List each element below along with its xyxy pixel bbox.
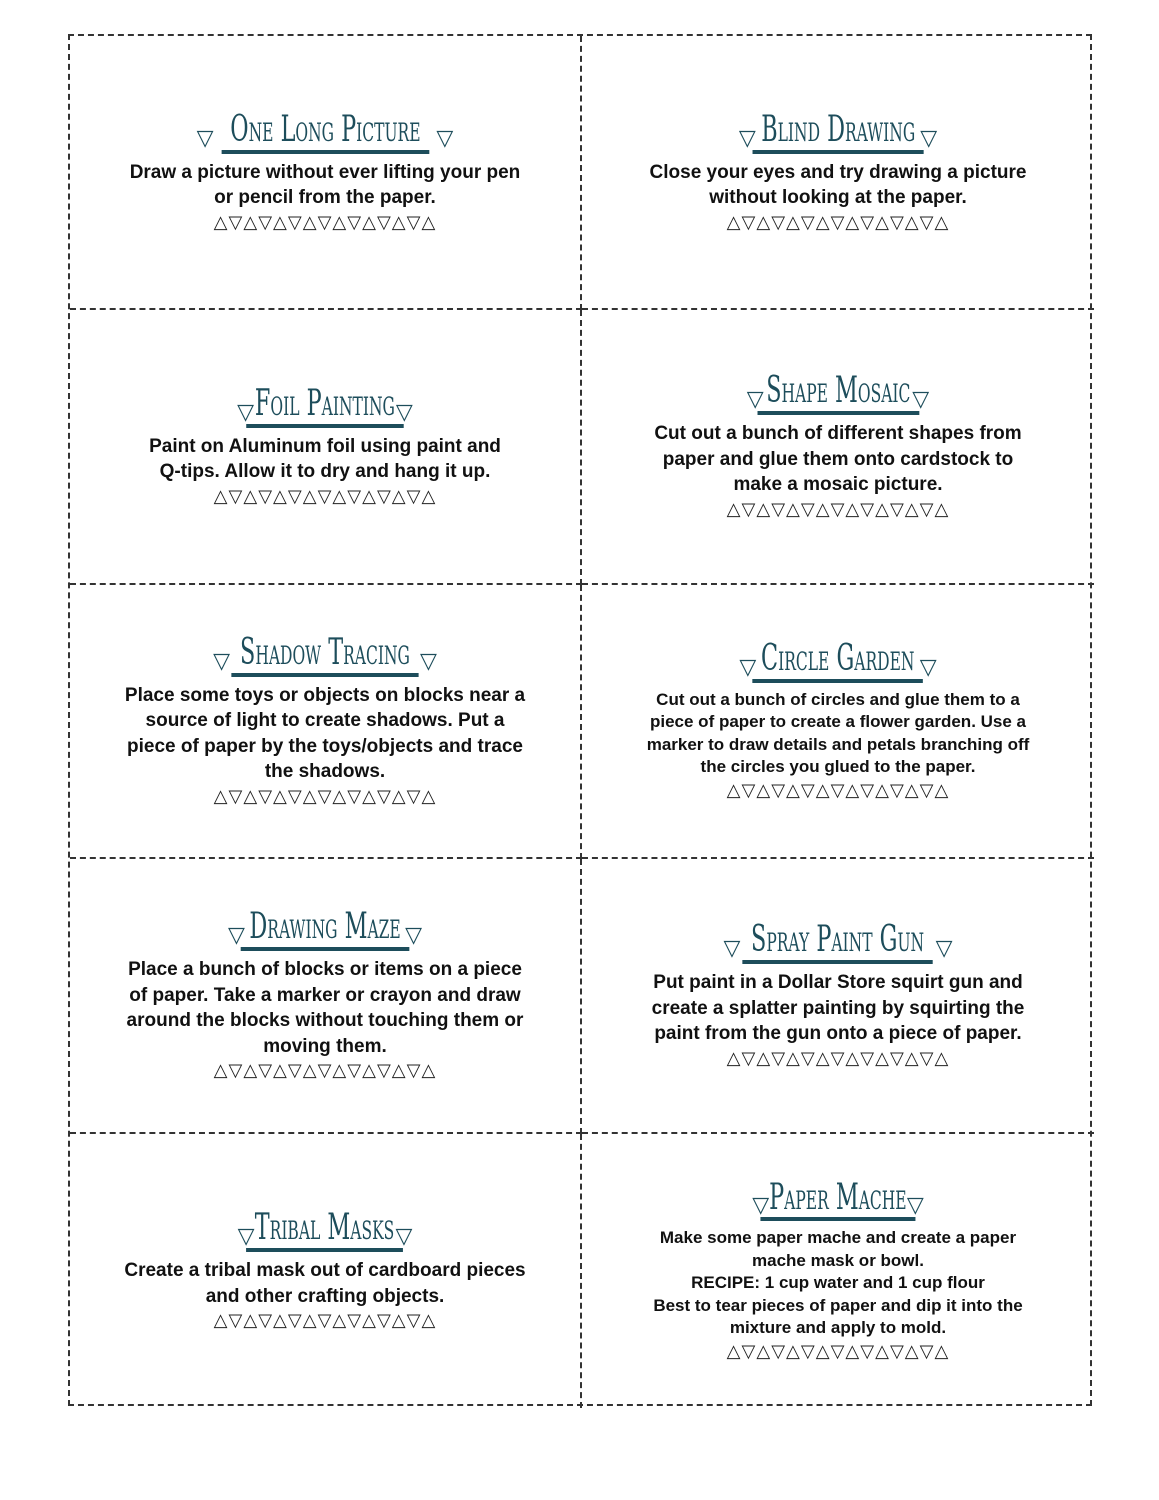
- card-title: Foil Painting: [246, 385, 403, 428]
- description-line: the shadows.: [264, 761, 386, 783]
- card-title-row: [234, 1209, 417, 1252]
- triangle-down-icon: ▽: [723, 936, 741, 962]
- triangle-pattern: △▽△▽△▽△▽△▽△▽△▽△: [726, 498, 950, 520]
- card-title: Spray Paint Gun: [743, 921, 933, 964]
- card-description: [647, 689, 1030, 779]
- description-line: piece of paper to create a flower garden. Use a: [649, 712, 1027, 732]
- triangle-down-icon: ▽: [739, 654, 757, 680]
- description-line: source of light to create shadows. Put a: [145, 710, 505, 732]
- triangle-pattern: △▽△▽△▽△▽△▽△▽△▽△: [213, 1060, 437, 1082]
- description-line: of paper. Take a marker or crayon and draw: [129, 984, 521, 1006]
- description-line: Place some toys or objects on blocks near a: [124, 684, 526, 706]
- card-title: Blind Drawing: [752, 111, 923, 154]
- activity-card-spray-paint-gun: [582, 859, 1094, 1133]
- description-line: RECIPE: 1 cup water and 1 cup flour: [691, 1273, 985, 1293]
- triangle-down-icon: ▽: [395, 1224, 413, 1250]
- description-line: without looking at the paper.: [709, 187, 967, 209]
- card-title-row: [735, 108, 941, 154]
- triangle-down-icon: ▽: [752, 1193, 770, 1219]
- description-line: Cut out a bunch of different shapes from: [654, 423, 1022, 445]
- card-description: [130, 160, 521, 211]
- triangle-pattern: △▽△▽△▽△▽△▽△▽△▽△: [213, 1310, 437, 1332]
- card-description: [149, 434, 501, 485]
- triangle-down-icon: ▽: [920, 125, 938, 151]
- card-description: [125, 683, 525, 785]
- card-title-row: [193, 108, 458, 154]
- triangle-pattern: △▽△▽△▽△▽△▽△▽△▽△: [726, 1340, 950, 1362]
- description-line: Make some paper mache and create a paper: [659, 1228, 1017, 1248]
- activity-card-drawing-maze: [70, 859, 582, 1133]
- description-line: Place a bunch of blocks or items on a piece: [128, 959, 522, 981]
- card-title: One Long Picture: [221, 111, 429, 154]
- activity-card-shadow-tracing: [70, 585, 582, 859]
- triangle-down-icon: ▽: [196, 125, 214, 151]
- activity-card-sheet: [68, 34, 1092, 1406]
- description-line: create a splatter painting by squirting the: [651, 997, 1025, 1019]
- card-description: [653, 1227, 1022, 1340]
- triangle-down-icon: ▽: [436, 125, 454, 151]
- description-line: marker to draw details and petals branching off: [646, 734, 1030, 754]
- triangle-down-icon: ▽: [405, 923, 422, 949]
- triangle-down-icon: ▽: [746, 387, 764, 413]
- description-line: Paint on Aluminum foil using paint and: [149, 435, 501, 457]
- triangle-pattern: △▽△▽△▽△▽△▽△▽△▽△: [726, 779, 950, 801]
- activity-card-one-long-picture: [70, 36, 582, 310]
- activity-card-foil-painting: [70, 310, 582, 584]
- triangle-down-icon: ▽: [919, 654, 937, 680]
- triangle-pattern: △▽△▽△▽△▽△▽△▽△▽△: [213, 211, 437, 233]
- description-line: piece of paper by the toys/objects and trace: [127, 735, 523, 757]
- card-title: Shape Mosaic: [757, 372, 919, 415]
- triangle-down-icon: ▽: [228, 923, 245, 949]
- card-description: [650, 160, 1027, 211]
- description-line: mixture and apply to mold.: [729, 1318, 947, 1338]
- triangle-pattern: △▽△▽△▽△▽△▽△▽△▽△: [726, 1047, 950, 1069]
- description-line: the circles you glued to the paper.: [700, 757, 976, 777]
- description-line: make a mosaic picture.: [733, 474, 943, 496]
- card-description: [127, 957, 524, 1059]
- card-description: [124, 1258, 525, 1309]
- activity-card-paper-mache: [582, 1134, 1094, 1408]
- triangle-down-icon: ▽: [906, 1193, 924, 1219]
- card-title-row: [743, 372, 933, 415]
- triangle-down-icon: ▽: [237, 399, 255, 425]
- triangle-pattern: △▽△▽△▽△▽△▽△▽△▽△: [213, 485, 437, 507]
- description-line: and other crafting objects.: [205, 1285, 445, 1307]
- description-line: Put paint in a Dollar Store squirt gun and: [653, 972, 1023, 994]
- card-title: Shadow Tracing: [231, 634, 418, 677]
- description-line: around the blocks without touching them or: [126, 1010, 524, 1032]
- description-line: moving them.: [263, 1035, 387, 1057]
- description-line: Close your eyes and try drawing a picture: [649, 161, 1027, 183]
- activity-card-blind-drawing: [582, 36, 1094, 310]
- card-title-row: [720, 921, 957, 964]
- card-title-row: [233, 385, 417, 428]
- description-line: Q-tips. Allow it to dry and hang it up.: [159, 461, 491, 483]
- card-title-row: [224, 908, 426, 951]
- activity-card-circle-garden: [582, 585, 1094, 859]
- description-line: mache mask or bowl.: [752, 1250, 924, 1270]
- card-title-row: [748, 1176, 928, 1222]
- description-line: Create a tribal mask out of cardboard pieces: [124, 1260, 526, 1282]
- triangle-down-icon: ▽: [738, 125, 756, 151]
- description-line: paint from the gun onto a piece of paper.: [654, 1023, 1022, 1045]
- activity-card-tribal-masks: [70, 1134, 582, 1408]
- triangle-down-icon: ▽: [395, 399, 413, 425]
- card-title: Tribal Masks: [247, 1209, 404, 1252]
- activity-card-shape-mosaic: [582, 310, 1094, 584]
- card-title-row: [735, 640, 940, 683]
- card-title: Circle Garden: [753, 640, 924, 683]
- description-line: Cut out a bunch of circles and glue them to a: [656, 689, 1020, 709]
- triangle-pattern: △▽△▽△▽△▽△▽△▽△▽△: [726, 211, 950, 233]
- triangle-down-icon: ▽: [213, 648, 231, 674]
- card-title: Paper Mache: [761, 1179, 916, 1222]
- card-description: [652, 970, 1025, 1047]
- triangle-down-icon: ▽: [237, 1224, 255, 1250]
- triangle-down-icon: ▽: [935, 936, 953, 962]
- description-line: paper and glue them onto cardstock to: [662, 448, 1014, 470]
- card-title-row: [209, 634, 441, 677]
- description-line: Best to tear pieces of paper and dip it into the: [653, 1295, 1023, 1315]
- card-title: Drawing Maze: [241, 908, 410, 951]
- triangle-pattern: △▽△▽△▽△▽△▽△▽△▽△: [213, 785, 437, 807]
- description-line: or pencil from the paper.: [214, 187, 436, 209]
- description-line: Draw a picture without ever lifting your pen: [129, 161, 521, 183]
- triangle-down-icon: ▽: [912, 387, 930, 413]
- card-description: [654, 421, 1021, 498]
- triangle-down-icon: ▽: [419, 648, 437, 674]
